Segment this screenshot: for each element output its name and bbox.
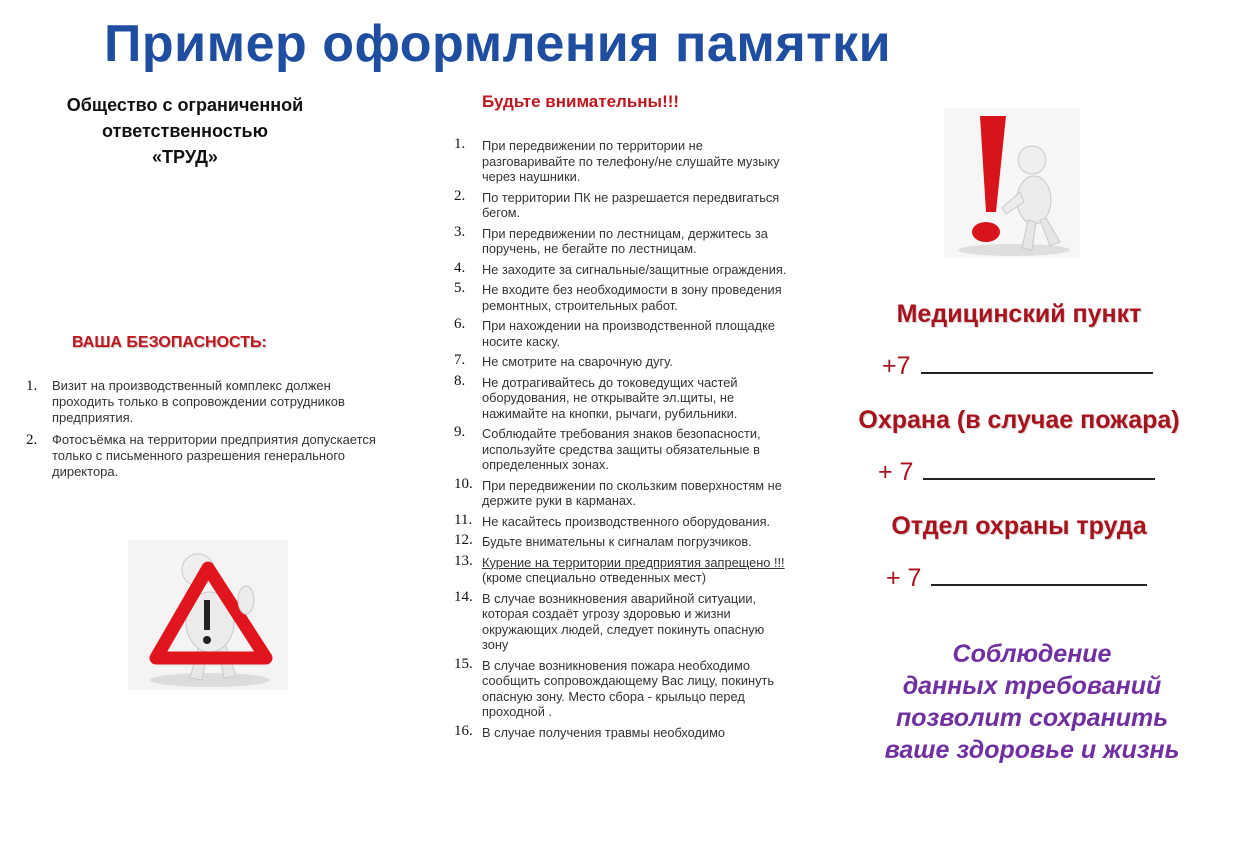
item-number: 2. [454, 187, 466, 204]
item-number: 16. [454, 722, 473, 739]
item-text: Не дотрагивайтесь до токоведущих частей оборудования, не открывайте эл.щиты, не нажимайте на кнопки, рычаги, рубильники. [482, 374, 738, 421]
list-item [450, 282, 790, 313]
item-number: 4. [454, 259, 466, 276]
item-number: 5. [454, 280, 466, 296]
item-text: Не смотрите на сварочную дугу. [482, 354, 673, 369]
item-text-underlined: Курение на территории предприятия запрещено !!! [482, 554, 785, 570]
list-item [450, 426, 790, 473]
warning-triangle-figure-icon [128, 540, 288, 690]
item-text: Не касайтесь производственного оборудования. [482, 513, 771, 529]
labor-heading: Отдел охраны труда [891, 512, 1147, 540]
list-item [450, 511, 790, 530]
item-text: Визит на производственный комплекс должен проходить только в сопровождении сотрудников предприятия. [52, 378, 345, 425]
item-text: В случае получения травмы необходимо [482, 724, 726, 740]
list-item [450, 655, 790, 720]
list-item [22, 378, 382, 426]
item-number: 6. [454, 316, 466, 332]
item-text: Будьте внимательны к сигналам погрузчиков. [482, 534, 752, 549]
item-text: Не заходите за сигнальные/защитные ограждения. [482, 261, 787, 277]
item-text: Не входите без необходимости в зону проведения ремонтных, строительных работ. [482, 282, 782, 313]
item-number: 2. [26, 432, 38, 448]
item-number: 13. [454, 552, 473, 569]
motto-line: позволит сохранить [895, 704, 1169, 732]
security-phone [878, 458, 1155, 487]
list-item [450, 138, 790, 185]
org-line: Общество с ограниченной [66, 95, 304, 115]
list-item [450, 318, 790, 349]
list-item [450, 223, 790, 257]
security-heading: Охрана (в случае пожара) [858, 406, 1180, 434]
phone-blank-line [921, 372, 1153, 374]
organization-name [30, 92, 340, 170]
motto-line: данных требований [902, 672, 1162, 700]
list-item [450, 259, 790, 278]
item-number: 14. [454, 588, 473, 605]
list-item [450, 534, 790, 550]
list-item [22, 432, 382, 480]
org-line: «ТРУД» [152, 147, 218, 167]
list-item [450, 588, 790, 653]
list-item [450, 475, 790, 509]
phone-prefix: + 7 [878, 458, 914, 486]
item-text: Соблюдайте требования знаков безопасности, используйте средства защиты обязательные в определенных зонах. [482, 426, 761, 472]
item-number: 11. [454, 511, 473, 528]
motto [834, 638, 1230, 766]
item-number: 9. [454, 424, 466, 440]
item-text: При передвижении по скользким поверхностям не держите руки в карманах. [482, 477, 782, 508]
item-number: 1. [26, 378, 38, 394]
medical-phone [882, 352, 1153, 381]
list-item [450, 187, 790, 221]
item-text: Фотосъёмка на территории предприятия допускается только с письменного разрешения генерального директора. [52, 432, 376, 479]
medical-heading: Медицинский пункт [896, 300, 1142, 328]
page-title: Пример оформления памятки [104, 15, 892, 73]
list-item [450, 722, 790, 741]
phone-prefix: +7 [882, 352, 911, 380]
list-item [450, 552, 790, 586]
item-number: 3. [454, 223, 466, 240]
phone-blank-line [923, 478, 1155, 480]
item-text: В случае возникновения аварийной ситуации, которая создаёт угрозу здоровью и жизни окружающих людей, следует покинуть опасную зону [482, 590, 765, 652]
item-text: При нахождении на производственной площадке носите каску. [482, 318, 775, 349]
item-number: 8. [454, 372, 466, 389]
item-text: При передвижении по лестницам, держитесь за поручень, не бегайте по лестницам. [482, 225, 768, 256]
motto-line: ваше здоровье и жизнь [884, 736, 1180, 764]
item-number: 10. [454, 475, 473, 492]
org-line: ответственностью [102, 121, 268, 141]
safety-list [22, 378, 382, 486]
phone-blank-line [931, 584, 1147, 586]
item-number: 12. [454, 532, 473, 548]
list-item [450, 354, 790, 370]
item-text: В случае возникновения пожара необходимо сообщить сопровождающему Вас лицу, покинуть опасную зону. Место сбора - крыльцо перед проходной . [482, 657, 775, 719]
exclamation-figure-icon [944, 108, 1080, 258]
item-text: По территории ПК не разрешается передвигаться бегом. [482, 189, 780, 220]
item-number: 1. [454, 136, 466, 152]
item-number: 15. [454, 655, 473, 672]
labor-phone [886, 564, 1147, 593]
item-number: 7. [454, 352, 466, 368]
item-text: При передвижении по территории не разговаривайте по телефону/не слушайте музыку через наушники. [482, 138, 780, 184]
rules-list [450, 138, 790, 745]
list-item [450, 372, 790, 422]
safety-heading: ВАША БЕЗОПАСНОСТЬ: [72, 334, 267, 351]
attention-heading: Будьте внимательны!!! [482, 92, 680, 111]
item-text: (кроме специально отведенных мест) [482, 570, 706, 585]
motto-line: Соблюдение [952, 640, 1112, 668]
phone-prefix: + 7 [886, 564, 922, 592]
